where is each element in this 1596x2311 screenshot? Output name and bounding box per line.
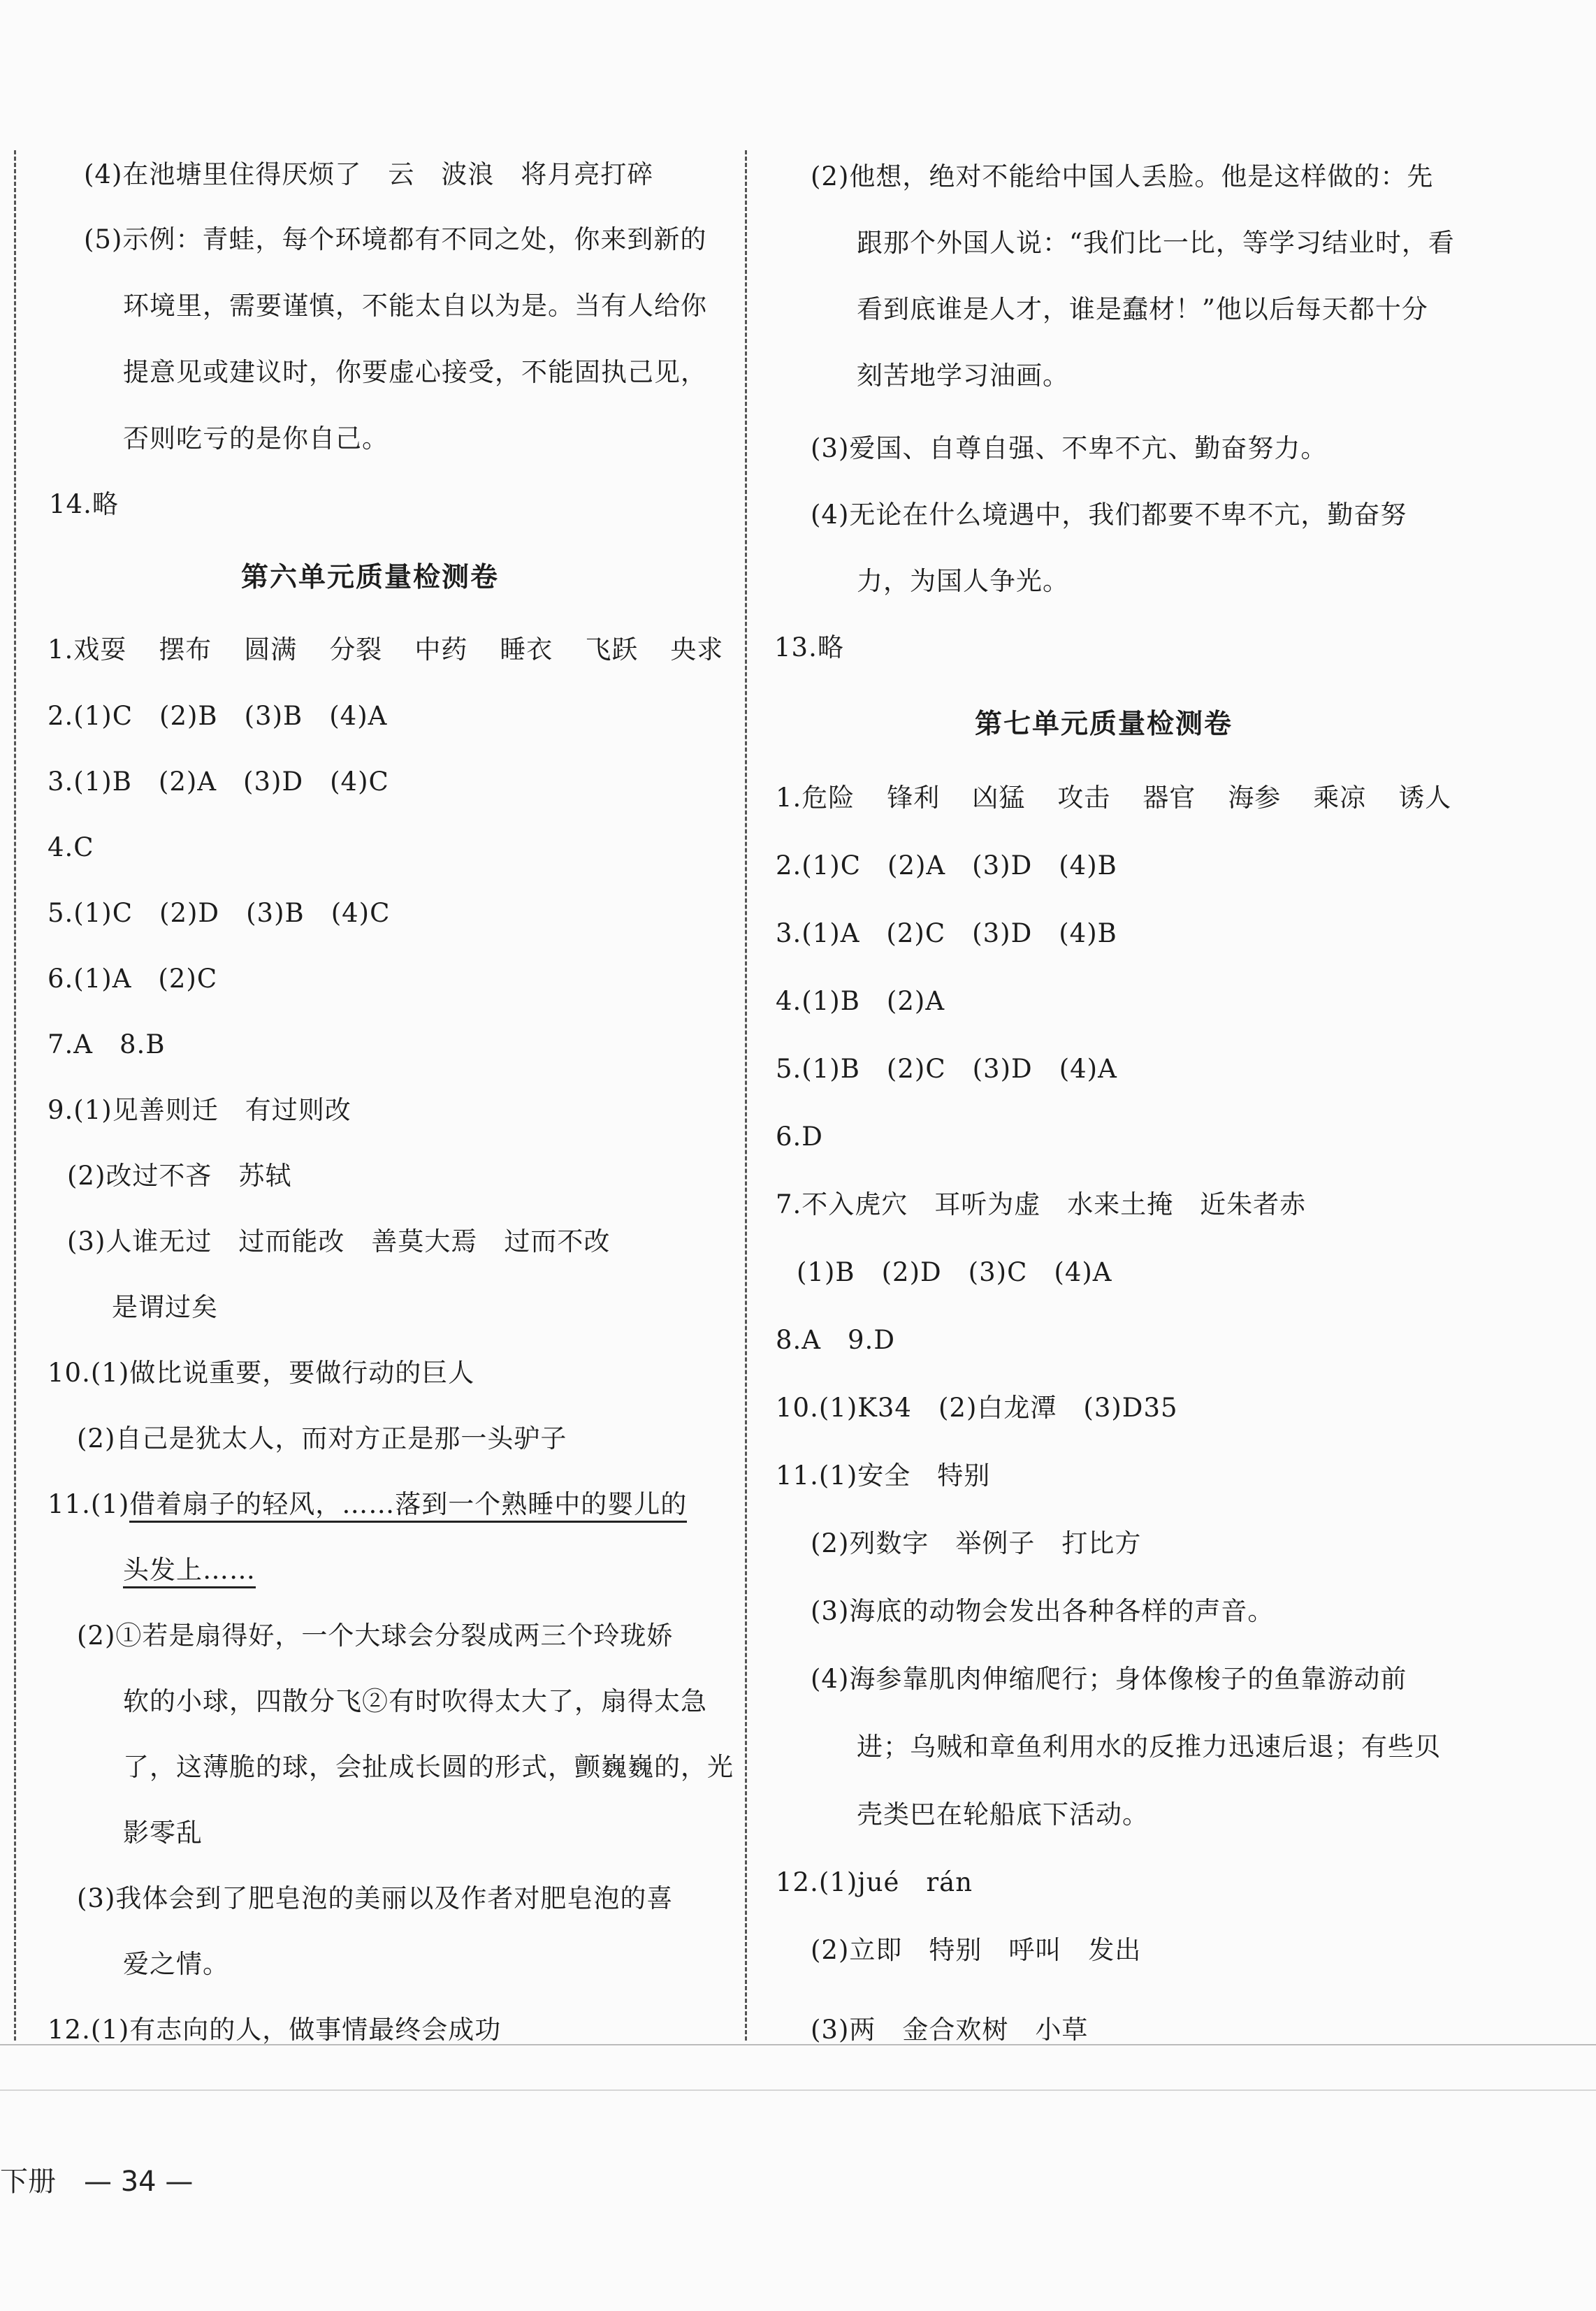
answer-line: (4)在池塘里住得厌烦了 云 波浪 将月亮打碎 — [84, 159, 654, 189]
word: 1.危险 — [776, 783, 855, 813]
answer-line: (2)立即 特别 呼叫 发出 — [811, 1935, 1142, 1965]
page-number: — 34 — — [84, 2166, 194, 2198]
word: 器官 — [1142, 783, 1196, 813]
answer-line: 跟那个外国人说：“我们比一比，等学习结业时，看 — [857, 228, 1455, 258]
answer-line-q1 — [776, 781, 1451, 816]
answer-line: (2)自己是犹太人，而对方正是那一头驴子 — [77, 1423, 567, 1454]
word: 1.戏耍 — [48, 635, 127, 665]
answer-line: (3)两 金合欢树 小草 — [811, 2015, 1089, 2045]
answer-line: (4)无论在什么境遇中，我们都要不卑不亢，勤奋努 — [811, 500, 1407, 530]
answer-line: 刻苦地学习油画。 — [857, 361, 1069, 391]
answer-line: 7.不入虎穴 耳听为虚 水来土掩 近朱者赤 — [776, 1189, 1307, 1219]
word: 诱人 — [1398, 783, 1452, 813]
answer-line: 9.(1)见善则迁 有过则改 — [48, 1095, 351, 1125]
answer-line-q1 — [48, 632, 723, 667]
answer-line: (1)B (2)D (3)C (4)A — [797, 1257, 1112, 1287]
answer-line: (3)人谁无过 过而能改 善莫大焉 过而不改 — [67, 1226, 611, 1256]
answer-line: 12.(1)有志向的人，做事情最终会成功 — [48, 2015, 502, 2045]
answer-line: 看到底谁是人才，谁是蠢材！”他以后每天都十分 — [857, 294, 1428, 324]
answer-line: 爱之情。 — [123, 1949, 229, 1979]
answer-line: 3.(1)A (2)C (3)D (4)B — [776, 918, 1117, 948]
answer-line: 环境里，需要谨慎，不能太自以为是。当有人给你 — [123, 291, 707, 321]
word: 攻击 — [1057, 783, 1111, 813]
answer-line: 影零乱 — [123, 1818, 203, 1848]
answer-line: 进；乌贼和章鱼利用水的反推力迅速后退；有些贝 — [857, 1732, 1441, 1762]
answer-line: 5.(1)B (2)C (3)D (4)A — [776, 1054, 1117, 1084]
answer-line: (2)改过不吝 苏轼 — [67, 1161, 292, 1191]
answer-line: 4.(1)B (2)A — [776, 986, 945, 1016]
word: 锋利 — [887, 783, 941, 813]
word: 分裂 — [329, 635, 383, 665]
answer-line: 4.C — [48, 832, 94, 862]
answer-line: 软的小球，四散分飞②有时吹得太大了，扇得太急 — [123, 1686, 707, 1716]
answer-line: 2.(1)C (2)A (3)D (4)B — [776, 850, 1117, 881]
right-column — [748, 0, 1455, 2045]
word: 摆布 — [159, 635, 212, 665]
underlined-quote: 头发上…… — [123, 1555, 256, 1588]
answer-line: 2.(1)C (2)B (3)B (4)A — [48, 701, 388, 731]
answer-line: 8.A 9.D — [776, 1325, 895, 1355]
answer-line: 否则吃亏的是你自己。 — [123, 423, 389, 454]
page-footer — [0, 2159, 193, 2199]
word: 圆满 — [244, 635, 298, 665]
prefix: 11.(1) — [48, 1489, 130, 1519]
word: 飞跃 — [585, 635, 639, 665]
answer-line: 6.D — [776, 1122, 823, 1152]
answer-line: (2)①若是扇得好，一个大球会分裂成两三个玲珑娇 — [77, 1621, 674, 1651]
answer-line: (5)示例：青蛙，每个环境都有不同之处，你来到新的 — [84, 224, 707, 254]
word: 凶猛 — [972, 783, 1026, 813]
word: 乘凉 — [1313, 783, 1367, 813]
underlined-quote: 借着扇子的轻风，……落到一个熟睡中的婴儿的 — [129, 1489, 687, 1523]
answer-line: 壳类巴在轮船底下活动。 — [857, 1799, 1149, 1830]
answer-line: (3)海底的动物会发出各种各样的声音。 — [811, 1596, 1275, 1626]
answer-line: 5.(1)C (2)D (3)B (4)C — [48, 898, 391, 928]
answer-line: 提意见或建议时，你要虚心接受，不能固执己见， — [123, 357, 707, 387]
answer-line: 力，为国人争光。 — [857, 566, 1069, 596]
page-bottom-rule — [0, 2089, 1596, 2091]
section-title-unit7: 第七单元质量检测卷 — [975, 708, 1233, 740]
section-title-unit6: 第六单元质量检测卷 — [241, 561, 500, 593]
answer-line: 14.略 — [49, 489, 119, 519]
answer-line: 10.(1)K34 (2)白龙潭 (3)D35 — [776, 1393, 1178, 1423]
answer-line: 3.(1)B (2)A (3)D (4)C — [48, 767, 389, 797]
answer-line: 了，这薄脆的球，会扯成长圆的形式，颤巍巍的，光 — [123, 1752, 734, 1782]
answer-line: 6.(1)A (2)C — [48, 964, 218, 994]
answer-line: (4)海参靠肌肉伸缩爬行；身体像梭子的鱼靠游动前 — [811, 1664, 1407, 1694]
answer-line: 12.(1)jué rán — [776, 1867, 973, 1897]
answer-line: (3)我体会到了肥皂泡的美丽以及作者对肥皂泡的喜 — [77, 1883, 674, 1913]
answer-line: (3)爱国、自尊自强、不卑不亢、勤奋努力。 — [811, 433, 1328, 463]
volume-label: 下册 — [0, 2166, 56, 2198]
answer-line: 13.略 — [774, 632, 844, 662]
answer-line: 是谓过矣 — [112, 1292, 218, 1322]
page-bottom-rule — [0, 2044, 1596, 2045]
word: 睡衣 — [500, 635, 553, 665]
left-column — [0, 0, 748, 2045]
answer-line: 7.A 8.B — [48, 1029, 166, 1059]
answer-line: 10.(1)做比说重要，要做行动的巨人 — [48, 1358, 475, 1388]
answer-line — [123, 1553, 256, 1588]
word: 海参 — [1228, 783, 1282, 813]
word: 中药 — [414, 635, 468, 665]
word: 央求 — [670, 635, 724, 665]
answer-line: 11.(1)安全 特别 — [776, 1461, 991, 1491]
answer-line-q11 — [48, 1487, 687, 1522]
answer-line: (2)他想，绝对不能给中国人丢脸。他是这样做的：先 — [811, 161, 1434, 191]
answer-line: (2)列数字 举例子 打比方 — [811, 1528, 1142, 1558]
